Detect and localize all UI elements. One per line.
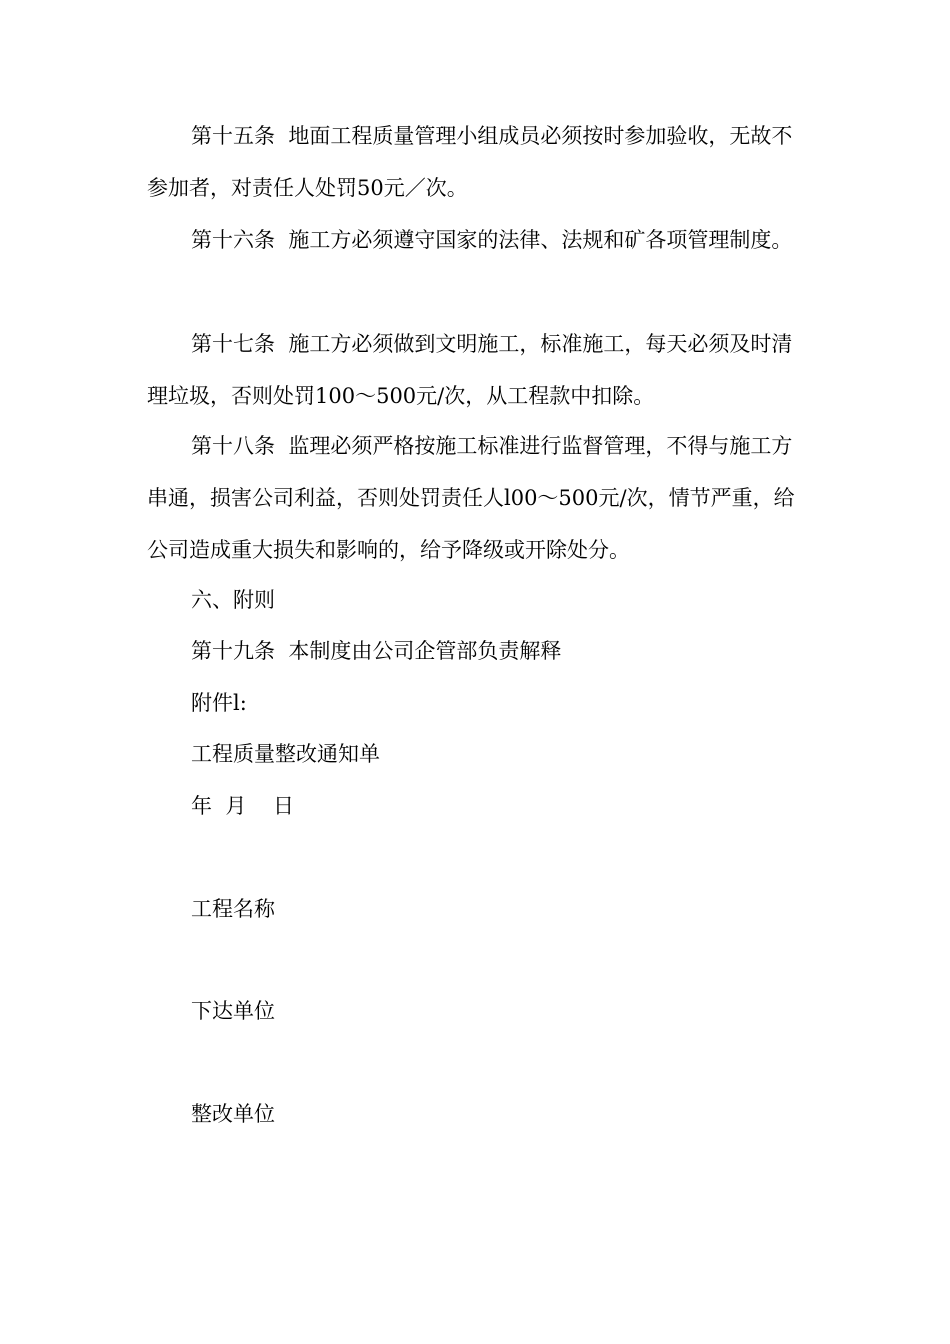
article-16-heading: 第十六条	[191, 228, 275, 252]
field-project-name: 工程名称	[191, 897, 275, 921]
date-line: 年 月 日	[191, 794, 295, 818]
article-15-heading: 第十五条	[191, 124, 275, 148]
article-18-text: 监理必须严格按施工标准进行监督管理，不得与施工方串通，损害公司利益，否则处罚责任人l00～500元/次，情节严重，给公司造成重大损失和影响的，给予降级或开除处分。	[147, 434, 795, 562]
article-17	[147, 318, 807, 422]
field-issuing-unit: 下达单位	[191, 999, 275, 1023]
section-title: 六、附则	[191, 588, 275, 612]
article-17-heading: 第十七条	[191, 332, 275, 356]
article-16-text: 施工方必须遵守国家的法律、法规和矿各项管理制度。	[288, 228, 793, 252]
article-18	[147, 420, 807, 576]
article-15-text: 地面工程质量管理小组成员必须按时参加验收，无故不参加者，对责任人处罚50元／次。	[147, 124, 793, 200]
article-19	[191, 625, 561, 677]
article-19-text: 本制度由公司企管部负责解释	[288, 639, 562, 663]
form-title: 工程质量整改通知单	[191, 742, 380, 766]
article-18-heading: 第十八条	[191, 434, 275, 458]
article-17-text: 施工方必须做到文明施工，标准施工，每天必须及时清理垃圾，否则处罚100～500元/次，从工程款中扣除。	[147, 332, 793, 408]
field-rectify-unit: 整改单位	[191, 1102, 275, 1126]
article-16	[147, 214, 807, 266]
attachment-label: 附件l:	[191, 691, 247, 715]
article-19-heading: 第十九条	[191, 639, 275, 663]
article-15	[147, 110, 807, 214]
